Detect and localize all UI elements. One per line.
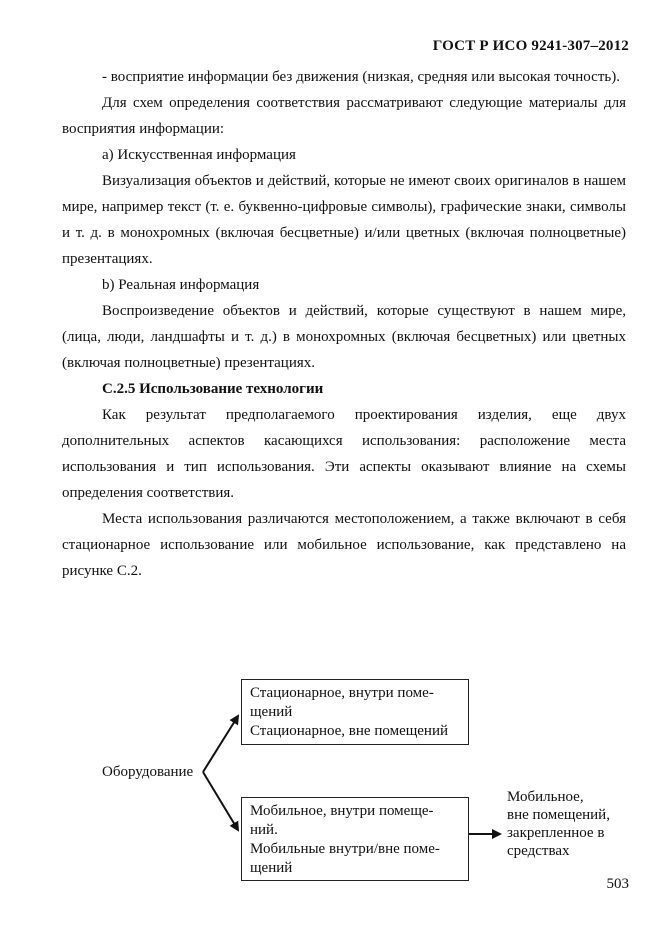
mobile-note-line: Мобильное, <box>507 789 584 805</box>
mobile-note-line: средствах <box>507 843 570 859</box>
mobile-vehicle-note <box>507 788 610 860</box>
paragraph: Визуализация объектов и действий, которые не имеют своих оригиналов в нашем мире, например текст (т. е. буквенно-цифровые символы), графические знаки, символы и т. д. в монохромных (включая бесцветные) и/или цветных (включая полноцветные) презентациях. <box>62 173 626 267</box>
page-number: 503 <box>606 876 629 892</box>
mobile-box <box>241 797 469 881</box>
mobile-box-line: Мобильное, внутри помеще- <box>250 803 434 819</box>
list-item-artificial-info: a) Искусственная информация <box>102 147 296 163</box>
mobile-box-line: щений <box>250 860 293 876</box>
mobile-note-line: вне помещений, <box>507 807 610 823</box>
stationary-box-line: щений <box>250 704 293 720</box>
paragraph: - восприятие информации без движения (низкая, средняя или высокая точность). <box>102 69 620 85</box>
paragraph: Места использования различаются местоположением, а также включают в себя стационарное использование или мобильное использование, как представлено на рисунке С.2. <box>62 511 626 579</box>
arrow-to-mobile <box>203 772 238 830</box>
paragraph: Воспроизведение объектов и действий, которые существуют в нашем мире, (лица, люди, ландшафты и т. д.) в монохромных (включая бесцветных) или цветных (включая полноцветные) презентациях. <box>62 303 626 371</box>
equipment-label: Оборудование <box>102 764 194 780</box>
stationary-box-line: Стационарное, внутри поме- <box>250 685 434 701</box>
paragraph: Как результат предполагаемого проектирования изделия, еще двух дополнительных аспектов касающихся использования: расположение места использования и тип использования. Эти аспекты оказывают влияние на схемы определения соответствия. <box>62 407 626 501</box>
document-header: ГОСТ Р ИСО 9241-307–2012 <box>432 38 629 54</box>
list-item-real-info: b) Реальная информация <box>102 277 260 293</box>
section-heading: С.2.5 Использование технологии <box>102 381 324 397</box>
arrow-to-stationary <box>203 716 238 772</box>
mobile-box-line: ний. <box>250 822 278 838</box>
paragraph: Для схем определения соответствия рассматривают следующие материалы для восприятия информации: <box>62 95 626 137</box>
mobile-note-line: закрепленное в <box>507 825 605 841</box>
stationary-box <box>241 679 469 745</box>
mobile-box-line: Мобильные внутри/вне поме- <box>250 841 440 857</box>
stationary-box-line: Стационарное, вне помещений <box>250 723 449 739</box>
